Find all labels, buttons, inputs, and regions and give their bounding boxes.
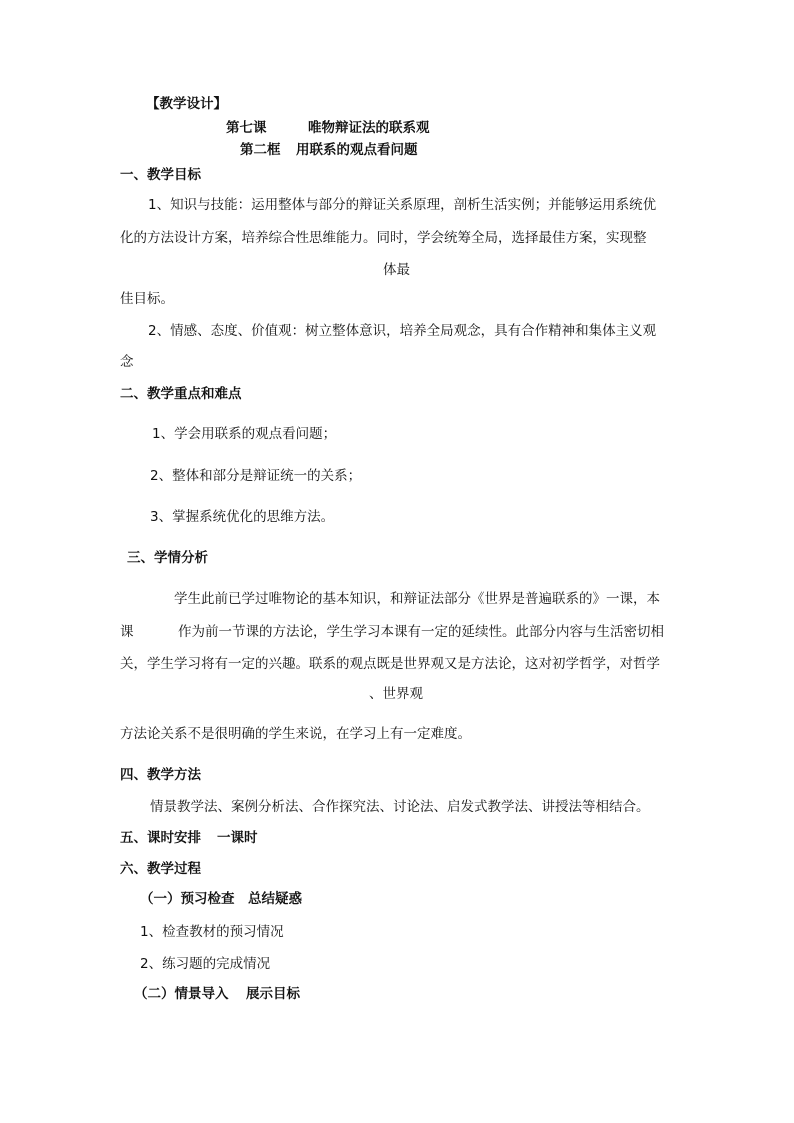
goal-2-line-1: 2、情感、态度、价值观：树立整体意识，培养全局观念，具有合作精神和集体主义观: [148, 323, 657, 339]
goal-1-line-2: 化的方法设计方案，培养综合性思维能力。同时，学会统筹全局，选择最佳方案，实现整: [120, 230, 647, 246]
analysis-line-2: 作为前一节课的方法论，学生学习本课有一定的延续性。此部分内容与生活密切相: [178, 624, 664, 640]
frame-title: 用联系的观点看问题: [296, 142, 418, 158]
process-step-1-heading: （一）预习检查: [140, 891, 235, 907]
lesson-number: 第七课: [226, 120, 267, 136]
frame-number: 第二框: [240, 142, 281, 158]
process-step-1-item: 1、检查教材的预习情况: [140, 924, 284, 940]
key-point-item: 2、整体和部分是辩证统一的关系；: [150, 468, 362, 484]
analysis-line-3: 关，学生学习将有一定的兴趣。联系的观点既是世界观又是方法论，这对初学哲学，对哲学: [120, 656, 660, 672]
section-heading-key-points: 二、教学重点和难点: [120, 386, 242, 402]
schedule-value: 一课时: [217, 830, 258, 846]
goal-1-line-3: 体最: [383, 262, 410, 278]
process-step-2-sub: 展示目标: [246, 986, 300, 1002]
process-step-1-sub: 总结疑惑: [248, 891, 302, 907]
design-label: 【教学设计】: [146, 96, 227, 112]
lesson-title: 唯物辩证法的联系观: [308, 120, 430, 136]
goal-2-line-2: 念: [120, 354, 134, 370]
process-step-1-item: 2、练习题的完成情况: [140, 956, 271, 972]
analysis-line-2-start: 课: [120, 624, 134, 640]
goal-1-line-1: 1、知识与技能：运用整体与部分的辩证关系原理，剖析生活实例；并能够运用系统优: [148, 197, 657, 213]
section-heading-goals: 一、教学目标: [120, 167, 201, 183]
section-heading-schedule: 五、课时安排: [120, 830, 201, 846]
section-heading-methods: 四、教学方法: [120, 767, 201, 783]
section-heading-process: 六、教学过程: [120, 861, 201, 877]
analysis-line-5: 方法论关系不是很明确的学生来说，在学习上有一定难度。: [120, 726, 471, 742]
analysis-line-4: 、世界观: [369, 686, 423, 702]
key-point-item: 1、学会用联系的观点看问题；: [152, 426, 337, 442]
key-point-item: 3、掌握系统优化的思维方法。: [150, 509, 335, 525]
analysis-line-1: 学生此前已学过唯物论的基本知识，和辩证法部分《世界是普遍联系的》一课，本: [174, 591, 660, 607]
goal-1-line-4: 佳目标。: [120, 291, 174, 307]
process-step-2-heading: （二）情景导入: [134, 986, 229, 1002]
methods-text: 情景教学法、案例分析法、合作探究法、讨论法、启发式教学法、讲授法等相结合。: [150, 799, 650, 815]
section-heading-analysis: 三、学情分析: [127, 550, 208, 566]
